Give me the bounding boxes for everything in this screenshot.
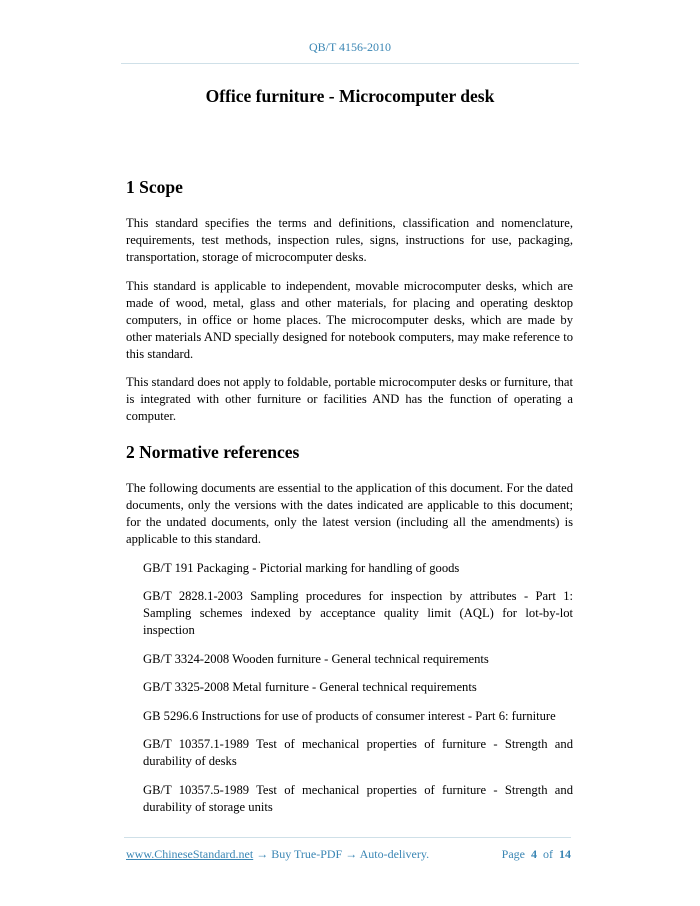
- section-normative-references: [126, 441, 573, 816]
- header-divider: [121, 63, 579, 64]
- reference-item: GB 5296.6 Instructions for use of products of consumer interest - Part 6: furniture: [143, 708, 556, 723]
- reference-item: GB/T 10357.1-1989 Test of mechanical properties of furniture - Strength and durability of desks: [143, 737, 573, 768]
- footer: [126, 847, 571, 862]
- of-label: of: [543, 847, 553, 861]
- footer-promo-text: → Buy True-PDF → Auto-delivery.: [253, 847, 430, 861]
- website-link[interactable]: www.ChineseStandard.net: [126, 847, 254, 861]
- reference-item: GB/T 3324-2008 Wooden furniture - General technical requirements: [143, 651, 489, 666]
- paragraph: The following documents are essential to the application of this document. For the dated documents, only the versions with the dates indicated are applicable to this document; for the undated documents, only the latest version (including all the amendments) is applicable to this standard.: [126, 481, 573, 546]
- page-label: Page: [501, 847, 525, 861]
- document-code-header: QB/T 4156-2010: [308, 40, 392, 54]
- page-indicator: [502, 847, 571, 862]
- reference-item: GB/T 10357.5-1989 Test of mechanical properties of furniture - Strength and durability of storage units: [143, 782, 573, 814]
- paragraph: This standard is applicable to independent, movable microcomputer desks, which are made of wood, metal, glass and other materials, for placing and operating desktop computers, in office or home places. The microcomputer desks, which are made by other materials AND specially designed for notebook computers, may make reference to this standard.: [126, 278, 573, 361]
- document-title: Office furniture - Microcomputer desk: [205, 86, 495, 106]
- reference-item: GB/T 191 Packaging - Pictorial marking for handling of goods: [143, 560, 460, 575]
- page-number: 4: [531, 847, 537, 861]
- reference-item: GB/T 3325-2008 Metal furniture - General technical requirements: [143, 680, 477, 694]
- footer-divider: [124, 837, 571, 838]
- paragraph: This standard does not apply to foldable, portable microcomputer desks or furniture, that is integrated with other furniture or facilities AND has the function of operating a computer.: [126, 375, 573, 423]
- section-scope: [126, 176, 573, 425]
- reference-item: GB/T 2828.1-2003 Sampling procedures for inspection by attributes - Part 1: Sampling schemes indexed by acceptance quality limit (AQL) for lot-by-lot inspection: [143, 589, 573, 637]
- paragraph: This standard specifies the terms and definitions, classification and nomenclature, requirements, test methods, inspection rules, signs, instructions for use, packaging, transportation, storage of microcomputer desks.: [126, 216, 573, 264]
- section-heading: 2 Normative references: [126, 442, 300, 462]
- document-body: [126, 176, 573, 827]
- footer-promo: [126, 847, 429, 862]
- total-pages: 14: [559, 847, 571, 861]
- section-heading: 1 Scope: [126, 177, 183, 197]
